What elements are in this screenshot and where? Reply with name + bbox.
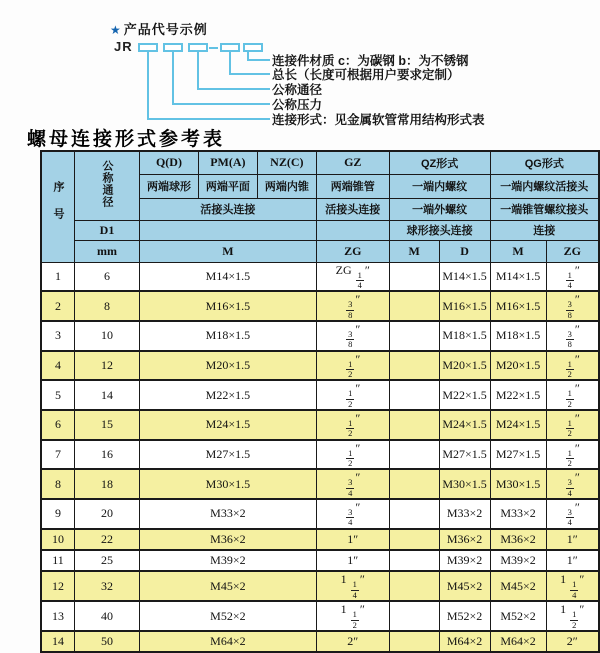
qz-d-cell: M39×2 [439,550,490,571]
qg-zg-cell: $\frac{3}{4}$ ″ [546,499,599,529]
fraction: $\frac{3}{4}$ [348,507,353,528]
qg-zg-cell: $\frac{1}{2}$ ″ [546,440,599,470]
dn-cell: 25 [75,550,140,571]
qg-conn2-header: 连接 [490,220,599,240]
product-code-heading [110,19,208,38]
m-thread-cell: M18×1.5 [140,321,317,351]
header-row-1 [41,151,599,174]
table-row [41,291,599,321]
m-thread-cell: M14×1.5 [140,262,317,291]
dn-cell: 18 [75,469,140,499]
gz-zg-cell: $\frac{3}{8}$ ″ [316,291,389,321]
qpn-conn-header: 活接头连接 [140,198,317,220]
gz-zg-cell: 2″ [316,631,389,652]
code-segment-box-1 [138,43,158,52]
table-body [41,262,599,652]
table-row [41,469,599,499]
qz-m-cell [389,469,439,499]
qg-zg-cell: 1 $\frac{1}{2}$ ″ [546,601,599,631]
col-header-dn: 公称通径 [75,151,140,220]
qg-m-cell: M39×2 [490,550,546,571]
code-segment-box-5 [243,43,263,52]
mm-header: mm [75,240,140,262]
qz-d-cell: M64×2 [439,631,490,652]
gz-zg-cell: $\frac{1}{2}$ ″ [316,380,389,410]
col-header-qz: QZ形式 [389,151,490,174]
nz-sub-header: 两端内锥 [257,174,316,198]
qg-zg-cell: 2″ [546,631,599,652]
dn-cell: 40 [75,601,140,631]
m-thread-cell: M64×2 [140,631,317,652]
code-segment-box-3 [188,43,208,52]
dn-cell: 12 [75,351,140,381]
col-header-pm: PM(A) [198,151,257,174]
m-thread-cell: M52×2 [140,601,317,631]
qg-m-cell: M16×1.5 [490,291,546,321]
m-thread-cell: M30×1.5 [140,469,317,499]
qz-m-cell [389,351,439,381]
qg-m-cell: M52×2 [490,601,546,631]
table-row [41,440,599,470]
qz-m-header: M [389,240,439,262]
qg-zg-cell: $\frac{3}{8}$ ″ [546,321,599,351]
qz-d-cell: M16×1.5 [439,291,490,321]
table-row [41,499,599,529]
dn-cell: 10 [75,321,140,351]
qpn-blank-header [140,220,317,240]
table-row [41,380,599,410]
qg-m-cell: M27×1.5 [490,440,546,470]
fraction: $\frac{3}{8}$ [567,299,572,320]
qz-m-cell [389,550,439,571]
m-thread-cell: M33×2 [140,499,317,529]
fraction: $\frac{1}{4}$ [567,269,572,290]
qz-m-cell [389,440,439,470]
fraction: $\frac{3}{8}$ [348,299,353,320]
m-thread-cell: M24×1.5 [140,410,317,440]
fraction: $\frac{1}{4}$ [572,579,577,600]
qg-m-cell: M24×1.5 [490,410,546,440]
qz-m-cell [389,631,439,652]
qz-d-cell: M22×1.5 [439,380,490,410]
table-row [41,529,599,550]
fraction: $\frac{1}{4}$ [357,269,362,290]
qg-m-cell: M30×1.5 [490,469,546,499]
row-number-cell: 9 [41,499,75,529]
row-number-cell: 6 [41,410,75,440]
qg-conn-header: 一端锥管螺纹接头 [490,198,599,220]
fraction: $\frac{1}{2}$ [567,388,572,409]
fraction: $\frac{3}{4}$ [567,477,572,498]
star-icon: ★ [110,23,122,37]
gz-zg-cell: 1″ [316,550,389,571]
qz-d-cell: M30×1.5 [439,469,490,499]
qz-m-cell [389,499,439,529]
dn-cell: 14 [75,380,140,410]
table-row [41,321,599,351]
fraction: $\frac{3}{8}$ [567,328,572,350]
table-row [41,351,599,381]
m-thread-cell: M20×1.5 [140,351,317,381]
row-number-cell: 8 [41,469,75,499]
fraction: $\frac{3}{8}$ [348,328,353,350]
row-number-cell: 7 [41,440,75,470]
qz-m-cell [389,321,439,351]
header-row-4 [41,220,599,240]
dn-cell: 15 [75,410,140,440]
fraction: $\frac{1}{4}$ [352,579,357,600]
col-header-nz: NZ(C) [257,151,316,174]
qg-m-cell: M33×2 [490,499,546,529]
dn-cell: 32 [75,571,140,601]
m-thread-cell: M16×1.5 [140,291,317,321]
gz-blank-header [316,220,389,240]
gz-zg-cell: $\frac{1}{2}$ ″ [316,440,389,470]
qg-zg-cell: $\frac{1}{2}$ ″ [546,410,599,440]
gz-zg-cell: 1 $\frac{1}{4}$ ″ [316,571,389,601]
qz-m-cell [389,380,439,410]
gz-zg-cell: $\frac{1}{2}$ ″ [316,410,389,440]
dn-cell: 16 [75,440,140,470]
code-segment-box-4 [220,43,240,52]
qz-d-header: D [439,240,490,262]
code-dash [209,47,218,49]
qz-m-cell [389,291,439,321]
fraction: $\frac{3}{4}$ [567,507,572,528]
gz-conn-header: 活接头连接 [316,198,389,220]
row-number-cell: 10 [41,529,75,550]
qg-zg-cell: 1″ [546,529,599,550]
qg-m-cell: M64×2 [490,631,546,652]
table-row [41,571,599,601]
nut-connection-table [40,150,600,653]
qz-m-cell [389,262,439,291]
table-row [41,601,599,631]
gz-zg-cell: ZG $\frac{1}{4}$ ″ [316,262,389,291]
m-thread-cell: M27×1.5 [140,440,317,470]
qz-m-cell [389,601,439,631]
gz-sub-header: 两端锥管 [316,174,389,198]
row-number-cell: 11 [41,550,75,571]
qg-m-header: M [490,240,546,262]
fraction: $\frac{1}{2}$ [567,358,572,379]
connector-line-form [147,52,270,120]
qg-m-cell: M22×1.5 [490,380,546,410]
label-material: 连接件材质 c：为碳钢 b：为不锈钢 [272,54,469,68]
zg-header: ZG [316,240,389,262]
product-code-prefix: JR [114,39,133,54]
label-form: 连接形式：见金属软管常用结构形式表 [272,113,485,127]
row-number-cell: 3 [41,321,75,351]
label-length: 总长（长度可根据用户要求定制） [272,68,460,82]
row-number-cell: 14 [41,631,75,652]
qz-d-cell: M45×2 [439,571,490,601]
qg-zg-cell: $\frac{3}{4}$ ″ [546,469,599,499]
row-number-cell: 1 [41,262,75,291]
col-header-gz: GZ [316,151,389,174]
qz-sub-header: 一端内螺纹 [389,174,490,198]
dn-cell: 20 [75,499,140,529]
qg-m-cell: M18×1.5 [490,321,546,351]
m-thread-cell: M36×2 [140,529,317,550]
qg-zg-cell: 1″ [546,550,599,571]
qz-d-cell: M52×2 [439,601,490,631]
table-row [41,262,599,291]
dn-cell: 6 [75,262,140,291]
m-thread-cell: M39×2 [140,550,317,571]
table-row [41,410,599,440]
qg-m-cell: M14×1.5 [490,262,546,291]
label-pressure: 公称压力 [272,98,323,112]
fraction: $\frac{1}{2}$ [348,447,353,468]
dn-cell: 50 [75,631,140,652]
row-number-cell: 2 [41,291,75,321]
qg-zg-cell: 1 $\frac{1}{4}$ ″ [546,571,599,601]
qg-m-cell: M36×2 [490,529,546,550]
dn-cell: 22 [75,529,140,550]
qg-zg-cell: $\frac{3}{8}$ ″ [546,291,599,321]
qz-d-cell: M14×1.5 [439,262,490,291]
table-row [41,550,599,571]
fraction: $\frac{1}{2}$ [348,417,353,439]
table-row [41,631,599,652]
header-row-5 [41,240,599,262]
m-thread-cell: M45×2 [140,571,317,601]
row-number-cell: 5 [41,380,75,410]
q-sub-header: 两端球形 [140,174,199,198]
gz-zg-cell: $\frac{3}{4}$ ″ [316,469,389,499]
fraction: $\frac{1}{2}$ [567,447,572,468]
label-diameter: 公称通径 [272,83,323,97]
qz-conn-header: 一端外螺纹 [389,198,490,220]
code-segment-box-2 [163,43,183,52]
qg-sub-header: 一端内螺纹活接头 [490,174,599,198]
qg-zg-cell: $\frac{1}{2}$ ″ [546,380,599,410]
qz-d-cell: M20×1.5 [439,351,490,381]
m-header: M [140,240,317,262]
qg-zg-cell: $\frac{1}{4}$ ″ [546,262,599,291]
row-number-cell: 12 [41,571,75,601]
fraction: $\frac{1}{2}$ [567,417,572,439]
m-thread-cell: M22×1.5 [140,380,317,410]
qg-m-cell: M20×1.5 [490,351,546,381]
qz-conn2-header: 球形接头连接 [389,220,490,240]
qz-d-cell: M18×1.5 [439,321,490,351]
row-number-cell: 13 [41,601,75,631]
gz-zg-cell: 1″ [316,529,389,550]
col-header-q: Q(D) [140,151,199,174]
fraction: $\frac{1}{2}$ [352,609,357,630]
dn-cell: 8 [75,291,140,321]
fraction: $\frac{3}{4}$ [348,477,353,498]
qg-m-cell: M45×2 [490,571,546,601]
qz-m-cell [389,529,439,550]
qz-d-cell: M27×1.5 [439,440,490,470]
col-header-no: 序号 [41,151,75,262]
qg-zg-header: ZG [546,240,599,262]
table-title: 螺母连接形式参考表 [27,128,226,150]
gz-zg-cell: 1 $\frac{1}{2}$ ″ [316,601,389,631]
col-header-qg: QG形式 [490,151,599,174]
qz-m-cell [389,571,439,601]
qz-m-cell [389,410,439,440]
d1-header: D1 [75,220,140,240]
qg-zg-cell: $\frac{1}{2}$ ″ [546,351,599,381]
qz-d-cell: M24×1.5 [439,410,490,440]
gz-zg-cell: $\frac{3}{8}$ ″ [316,321,389,351]
qz-d-cell: M36×2 [439,529,490,550]
pm-sub-header: 两端平面 [198,174,257,198]
fraction: $\frac{1}{2}$ [572,609,577,630]
product-code-heading-text: 产品代号示例 [123,22,208,37]
fraction: $\frac{1}{2}$ [348,358,353,379]
gz-zg-cell: $\frac{1}{2}$ ″ [316,351,389,381]
row-number-cell: 4 [41,351,75,381]
qz-d-cell: M33×2 [439,499,490,529]
fraction: $\frac{1}{2}$ [348,388,353,409]
gz-zg-cell: $\frac{3}{4}$ ″ [316,499,389,529]
